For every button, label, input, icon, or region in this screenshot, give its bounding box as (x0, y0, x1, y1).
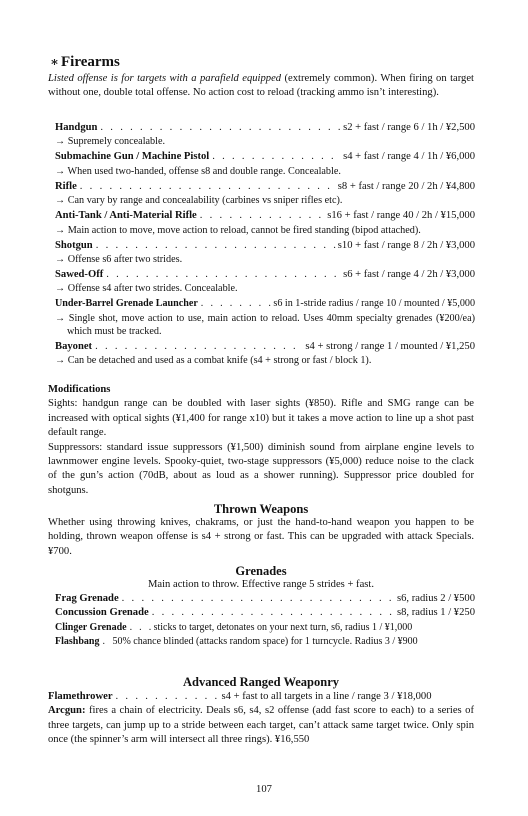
grenade-list (55, 592, 475, 650)
weapon-stats: s8 + fast / range 20 / 2h / ¥4,800 (337, 180, 475, 192)
weapon-name: Handgun (55, 122, 98, 133)
intro-italic: Listed offense is for targets with a parafield equipped (48, 73, 282, 84)
weapon-entry (55, 239, 475, 266)
weapon-entry (55, 268, 475, 295)
flamethrower-entry (48, 690, 474, 704)
grenade-stats: sticks to target, detonates on your next turn, s6, radius 1 / ¥1,000 (153, 621, 413, 633)
weapon-note: → Supremely concealable. (55, 136, 166, 148)
intro-rest: (extremely common). When firing on target without one, double total offense. No action cost to reload (tracking ammo isn’t interesting). (48, 73, 475, 99)
grenade-entry (55, 635, 475, 649)
weapon-entry (55, 209, 475, 236)
modifications-heading: Modifications (48, 384, 111, 395)
flamethrower-stats: s4 + fast to all targets in a line / range 3 / ¥18,000 (221, 691, 432, 702)
grenade-stats: s6, radius 2 / ¥500 (397, 593, 475, 604)
grenade-entry (55, 592, 475, 606)
weapon-stats: s4 + fast / range 4 / 1h / ¥6,000 (343, 151, 475, 163)
star-icon: ∗ (50, 54, 59, 69)
thrown-weapons-heading: Thrown Weapons (213, 502, 309, 516)
weapon-entry (55, 340, 475, 367)
grenade-entry (55, 621, 475, 635)
weapon-stats: s16 + fast / range 40 / 2h / ¥15,000 (327, 210, 475, 222)
thrown-weapons-text: Whether using throwing knives, chakrams, or just the hand-to-hand weapon you happen to be holding, thrown weapon offense is s4 + strong or fast. This can be upgraded with attack Specials. ¥700. (48, 517, 474, 557)
weapon-list (55, 121, 475, 369)
modifications-section (48, 383, 474, 498)
grenade-name: Frag Grenade (55, 593, 119, 604)
weapon-entry (55, 297, 475, 337)
suppressors-paragraph: Suppressors: standard issue suppressors (¥1,500) diminish sound from airplane engine levels to lawnmower engine levels. Spooky-quiet, two-stage suppressors (¥5,000) reduce noise to the clack of the gun’s action (70dB, about as loud as a shower running). Suppressor price doubled for shotguns. (48, 441, 474, 496)
weapon-name: Sawed-Off (55, 269, 104, 281)
firearms-title (50, 54, 120, 71)
weapon-name: Shotgun (55, 239, 93, 251)
firearms-intro (48, 72, 474, 101)
sights-paragraph: Sights: handgun range can be doubled with laser sights (¥850). Rifle and SMG range can be increased with optical sights (¥1,400 for range x10) but it takes a move action to line up a shot past default range. (48, 398, 474, 439)
weapon-note: → Offense s4 after two strides. Concealable. (55, 283, 238, 295)
advanced-ranged-section (48, 690, 474, 748)
weapon-stats: s6 + fast / range 4 / 2h / ¥3,000 (343, 269, 475, 281)
weapon-name: Under-Barrel Grenade Launcher (55, 298, 198, 310)
grenade-name: Concussion Grenade (55, 607, 149, 619)
weapon-note: → Main action to move, move action to reload, cannot be fired standing (bipod attached). (55, 224, 421, 236)
weapon-name: Submachine Gun / Machine Pistol (55, 151, 210, 163)
grenade-stats: s8, radius 1 / ¥250 (397, 607, 475, 619)
weapon-name: Bayonet (55, 340, 93, 352)
grenade-name: Flashbang (55, 636, 100, 648)
weapon-note: → Single shot, move action to use, main action to reload. Uses 40mm specialty grenades (¥200/ea) which must be tracked. (55, 312, 475, 337)
grenade-stats: 50% chance blinded (attacks random space) for 1 turncycle. Radius 3 / ¥900 (112, 636, 418, 648)
weapon-note: → When used two-handed, offense s8 and double range. Concealable. (55, 165, 341, 177)
arcgun-text: fires a chain of electricity. Deals s6, s4, s2 offense (add fast score to each) to a series of three targets, can jump up to a stride between each target, can’t attack same target twice. Only spin once (the spinner’s arm will intersect all three rings). ¥16,550 (48, 705, 474, 746)
weapon-stats: s2 + fast / range 6 / 1h / ¥2,500 (343, 122, 475, 133)
weapon-note: → Offense s6 after two strides. (55, 254, 183, 266)
page-number: 107 (256, 784, 272, 795)
weapon-stats: s4 + strong / range 1 / mounted / ¥1,250 (305, 340, 475, 352)
weapon-entry (55, 150, 475, 177)
firearms-title-text: Firearms (60, 54, 120, 70)
weapon-stats: s6 in 1-stride radius / range 10 / mounted / ¥5,000 (273, 298, 475, 310)
weapon-note: → Can be detached and used as a combat knife (s4 + strong or fast / block 1). (55, 355, 372, 367)
grenades-heading: Grenades (235, 564, 287, 578)
weapon-entry (55, 121, 475, 148)
weapon-stats: s10 + fast / range 8 / 2h / ¥3,000 (337, 239, 475, 251)
weapon-name: Anti-Tank / Anti-Material Rifle (55, 210, 197, 222)
grenade-name: Clinger Grenade (55, 621, 127, 633)
advanced-ranged-heading: Advanced Ranged Weaponry (182, 675, 340, 689)
weapon-name: Rifle (55, 180, 77, 192)
grenade-entry (55, 606, 475, 620)
flamethrower-name: Flamethrower (48, 691, 113, 702)
weapon-entry (55, 180, 475, 207)
arcgun-name: Arcgun: (48, 705, 86, 717)
grenades-subline: Main action to throw. Effective range 5 strides + fast. (147, 579, 375, 590)
arcgun-entry (48, 704, 474, 747)
weapon-note: → Can vary by range and concealability (carbines vs sniper rifles etc). (55, 195, 343, 207)
